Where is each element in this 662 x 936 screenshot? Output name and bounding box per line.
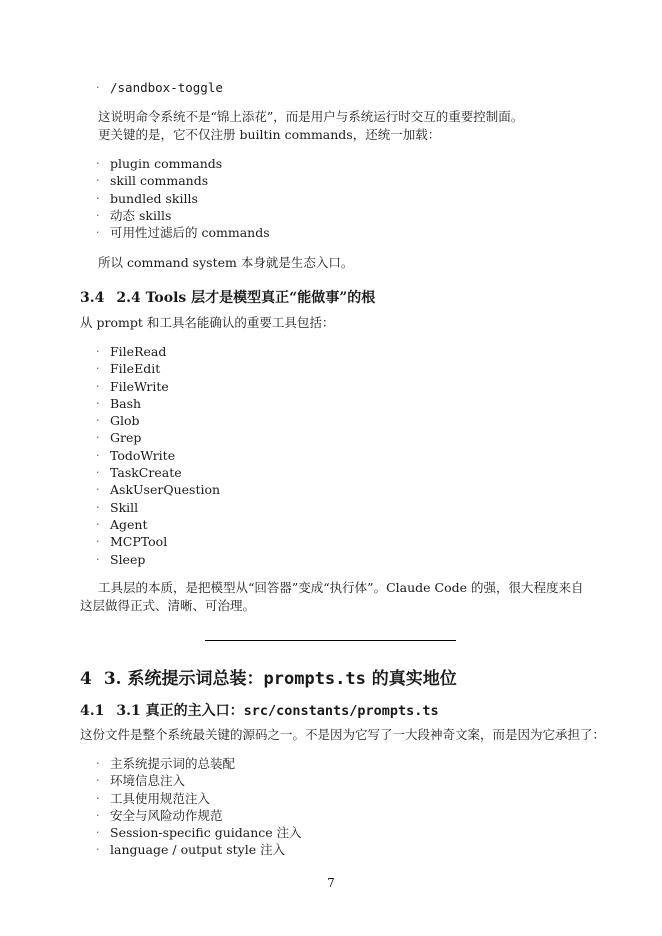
list-item: · Session-specific guidance 注入 <box>96 825 302 841</box>
list-item: · AskUserQuestion <box>96 482 221 498</box>
list-item: · 安全与风险动作规范 <box>96 807 223 823</box>
list-item: · Bash <box>96 395 142 411</box>
list-item: · FileRead <box>96 344 167 359</box>
bullet-icon: · <box>96 466 100 480</box>
section-heading-tools: 3.4 2.4 Tools 层才是模型真正“能做事”的根 <box>80 290 376 306</box>
bullet-icon: · <box>96 345 100 358</box>
paragraph-tools-intro: 从 prompt 和工具名能确认的重要工具包括： <box>80 315 335 330</box>
bullet-icon: · <box>96 414 100 428</box>
bullet-icon: · <box>96 431 100 445</box>
list-item: · 工具使用规范注入 <box>96 790 211 806</box>
bullet-icon: · <box>96 226 100 240</box>
list-item: · FileEdit <box>96 361 161 377</box>
list-item: · Grep <box>96 430 142 446</box>
bullet-icon: · <box>96 843 100 857</box>
list-item: · 主系统提示词的总装配 <box>96 756 236 771</box>
bullet-icon: · <box>96 757 100 770</box>
bullet-icon: · <box>96 483 100 497</box>
chapter-heading-prompts: 4 3. 系统提示词总装：prompts.ts 的真实地位 <box>80 669 457 689</box>
list-item: · Glob <box>96 413 140 429</box>
list-item: · 可用性过滤后的 commands <box>96 225 270 241</box>
sandbox-command-list <box>96 79 223 96</box>
bullet-icon: · <box>96 808 100 822</box>
bullet-icon: · <box>96 517 100 531</box>
list-item: · plugin commands <box>96 156 223 171</box>
list-item: · Sleep <box>96 551 146 567</box>
bullet-icon: · <box>96 208 100 222</box>
bullet-icon: · <box>96 774 100 788</box>
bullet-icon: · <box>96 379 100 393</box>
paragraph-command-system: 这说明命令系统不是“锦上添花”，而是用户与系统运行时交互的重要控制面。 更关键的是，它不仅注册 builtin commands，还统一加载： <box>98 109 524 142</box>
list-item: · Skill <box>96 499 139 515</box>
list-item: · Agent <box>96 516 148 532</box>
list-item: · TaskCreate <box>96 465 182 481</box>
bullet-icon: · <box>96 396 100 410</box>
bullet-icon: · <box>96 362 100 376</box>
command-types-list <box>96 155 270 241</box>
bullet-icon: · <box>96 174 100 188</box>
bullet-icon: · <box>96 552 100 566</box>
list-item: · 环境信息注入 <box>96 773 186 789</box>
paragraph-ecosystem: 所以 command system 本身就是生态入口。 <box>98 255 354 270</box>
list-item: · bundled skills <box>96 190 198 206</box>
list-item: · /sandbox-toggle <box>96 80 223 95</box>
bullet-icon: · <box>96 448 100 462</box>
prompt-responsibilities-list <box>96 755 302 859</box>
bullet-icon: · <box>96 535 100 549</box>
paragraph-tools-essence: 工具层的本质，是把模型从“回答器”变成“执行体”。Claude Code 的强，很大程度来自 这层做得正式、清晰、可治理。 <box>80 580 584 613</box>
bullet-icon: · <box>96 191 100 205</box>
page-number: 7 <box>327 876 335 890</box>
section-heading-entry: 4.1 3.1 真正的主入口：src/constants/prompts.ts <box>80 703 439 719</box>
list-item: · skill commands <box>96 173 209 189</box>
list-item: · language / output style 注入 <box>96 842 286 858</box>
list-item: · MCPTool <box>96 534 168 550</box>
bullet-icon: · <box>96 157 100 170</box>
horizontal-rule <box>205 640 456 641</box>
bullet-icon: · <box>96 81 100 94</box>
list-item: · 动态 skills <box>96 207 172 223</box>
list-item: · FileWrite <box>96 378 169 394</box>
paragraph-entry: 这份文件是整个系统最关键的源码之一。不是因为它写了一大段神奇文案，而是因为它承担了： <box>80 727 606 742</box>
bullet-icon: · <box>96 500 100 514</box>
bullet-icon: · <box>96 791 100 805</box>
list-item: · TodoWrite <box>96 447 176 463</box>
bullet-icon: · <box>96 826 100 840</box>
tools-list <box>96 343 220 568</box>
